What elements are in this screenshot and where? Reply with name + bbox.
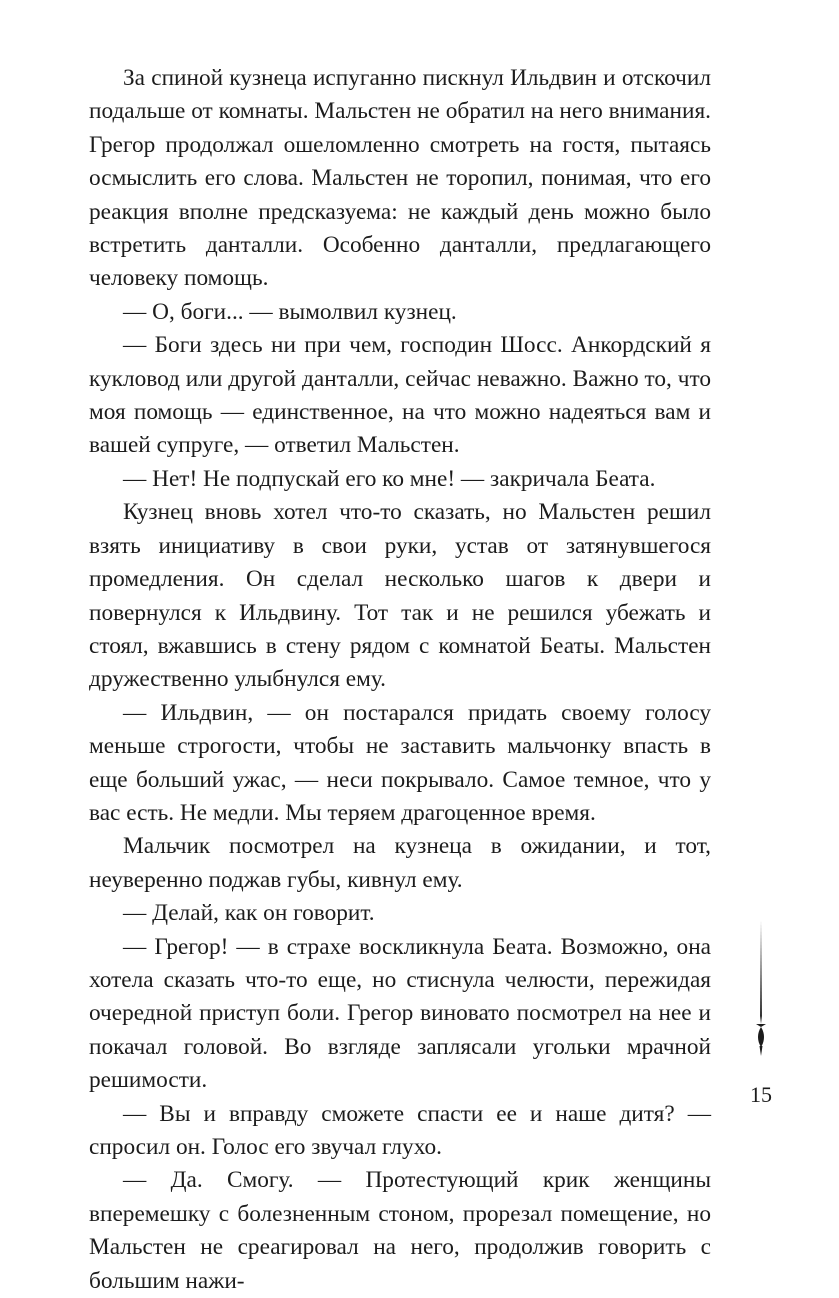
paragraph-5: Кузнец вновь хотел что-то сказать, но Мальстен решил взять инициативу в свои руки, устав от затянувшегося промедления. Он сделал несколько шагов к двери и повернулся к Ильдвину. Тот так и не решился убежать и стоял, вжавшись в стену рядом с комнатой Беаты. Мальстен дружественно улыбнулся ему. (89, 499, 711, 693)
page-number: 15 (750, 1082, 772, 1107)
vertical-flourish-icon (753, 920, 769, 1060)
paragraph-6: — Ильдвин, — он постарался придать своему голосу меньше строгости, чтобы не заставить мальчонку впасть в еще больший ужас, — неси покрывало. Самое темное, что у вас есть. Не медли. Мы теряем драгоценное время. (89, 699, 711, 826)
paragraph-2: — О, боги... — вымолвил кузнец. (123, 298, 457, 325)
paragraph-1: За спиной кузнеца испуганно пискнул Ильдвин и отскочил подальше от комнаты. Мальстен не обратил на него внимания. Грегор продолжал ошеломленно смотреть на гостя, пытаясь осмыслить его слова. Мальстен не торопил, понимая, что его реакция вполне предсказуема: не каждый день можно было встретить данталли. Особенно данталли, предлагающего человеку помощь. (89, 65, 711, 292)
paragraph-8: — Делай, как он говорит. (123, 900, 375, 927)
paragraph-3: — Боги здесь ни при чем, господин Шосс. Анкордский я кукловод или другой данталли, сейчас неважно. Важно то, что моя помощь — единственное, на что можно надеяться вам и вашей супруге, — ответил Мальстен. (89, 332, 711, 459)
paragraph-9: — Грегор! — в страхе воскликнула Беата. Возможно, она хотела сказать что-то еще, но стиснула челюсти, пережидая очередной приступ боли. Грегор виновато посмотрел на нее и покачал головой. Во взгляде заплясали угольки мрачной решимости. (89, 933, 711, 1094)
paragraph-7: Мальчик посмотрел на кузнеца в ожидании, и тот, неуверенно поджав губы, кивнул ему. (89, 833, 711, 893)
page-text (89, 62, 711, 1298)
paragraph-11: — Да. Смогу. — Протестующий крик женщины вперемешку с болезненным стоном, прорезал помещение, но Мальстен не среагировал на него, продолжив говорить с большим нажи- (89, 1167, 711, 1294)
paragraph-4: — Нет! Не подпускай его ко мне! — закричала Беата. (123, 465, 656, 492)
paragraph-10: — Вы и вправду сможете спасти ее и наше дитя? — спросил он. Голос его звучал глухо. (89, 1100, 711, 1160)
